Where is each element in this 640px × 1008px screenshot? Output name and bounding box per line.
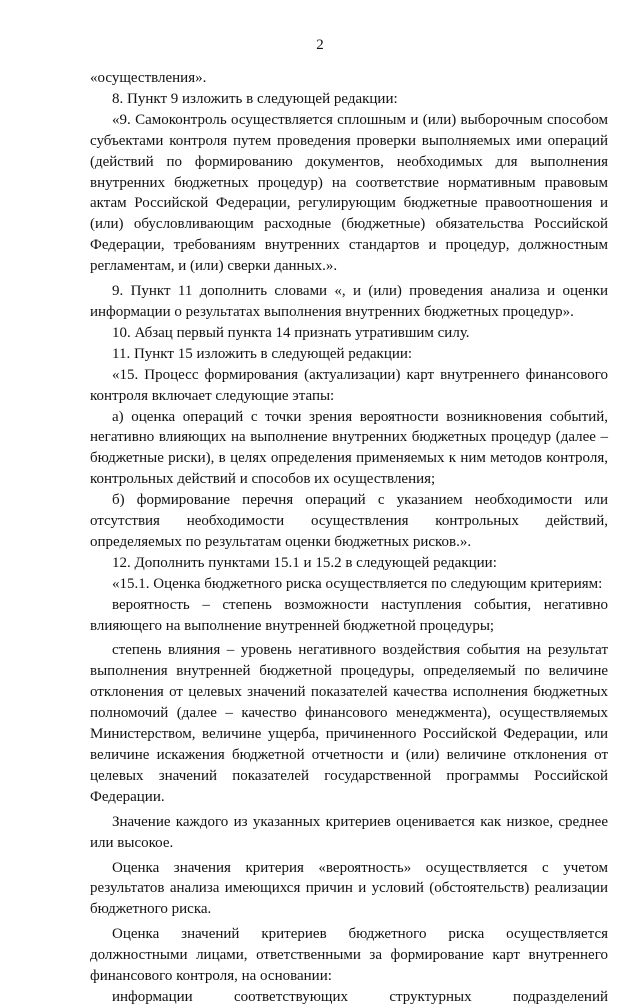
paragraph-item-8: 8. Пункт 9 изложить в следующей редакции: xyxy=(112,90,398,107)
page-number: 2 xyxy=(316,37,324,53)
paragraph-criteria-values: Значение каждого из указанных критериев оценивается как низкое, среднее или высокое. xyxy=(90,813,608,851)
paragraph-clause-15-1-text: «15.1. Оценка бюджетного риска осуществляется по следующим критериям: xyxy=(112,575,603,592)
paragraph-information-sources: информации соответствующих структурных подразделений xyxy=(112,988,608,1005)
paragraph-subitem-a: а) оценка операций с точки зрения вероятности возникновения событий, негативно влияющих на выполнение внутренних бюджетных процедур (далее – бюджетные риски), в целях определения применяемых к ним методов контроля, контрольных действий и способов их осуществления; xyxy=(90,408,608,488)
paragraph-clause-15-text: «15. Процесс формирования (актуализации) карт внутреннего финансового контроля включает следующие этапы: xyxy=(90,366,608,404)
paragraph-impact-definition: степень влияния – уровень негативного воздействия события на результат выполнения внутренней бюджетной процедуры, определяемый по величине отклонения от целевых значений показателей качества исполнения бюджетных полномочий (далее – качество финансового менеджмента), осуществляемых Министерством, величине ущерба, причиненного Российской Федерации, или величине искажения бюджетной отчетности и (или) величине отклонения от целевых значений показателей государственной программы Российской Федерации. xyxy=(90,642,608,805)
paragraph-item-10: 10. Абзац первый пункта 14 признать утратившим силу. xyxy=(112,324,470,341)
paragraph-continuation: «осуществления». xyxy=(90,70,207,86)
paragraph-item-11: 11. Пункт 15 изложить в следующей редакции: xyxy=(112,345,413,362)
document-body xyxy=(90,68,608,1008)
paragraph-item-9: 9. Пункт 11 дополнить словами «, и (или) проведения анализа и оценки информации о результатах выполнения внутренних бюджетных процедур». xyxy=(90,283,608,320)
paragraph-risk-assessment-basis: Оценка значений критериев бюджетного риска осуществляется должностными лицами, ответственными за формирование карт внутреннего финансового контроля, на основании: xyxy=(90,926,608,985)
paragraph-clause-9-text: «9. Самоконтроль осуществляется сплошным и (или) выборочным способом субъектами контроля путем проведения проверки выполняемых ими операций (действий по формированию документов, необходимых для выполнения внутренних бюджетных процедур) на соответствие нормативным правовым актам Российской Федерации, регулирующим бюджетные правоотношения и (или) обусловливающим расходные (бюджетные) обязательства Российской Федерации, требованиям внутренних стандартов и процедур, должностным регламентам, и (или) сверки данных.». xyxy=(90,111,608,275)
paragraph-subitem-b: б) формирование перечня операций с указанием необходимости или отсутствия необходимости осуществления контрольных действий, определяемых по результатам оценки бюджетных рисков.». xyxy=(90,492,608,550)
paragraph-probability-definition: вероятность – степень возможности наступления события, негативно влияющего на выполнение внутренней бюджетной процедуры; xyxy=(90,596,608,634)
paragraph-probability-assessment: Оценка значения критерия «вероятность» осуществляется с учетом результатов анализа имеющихся причин и условий (обстоятельств) реализации бюджетного риска. xyxy=(90,859,608,918)
paragraph-item-12: 12. Дополнить пунктами 15.1 и 15.2 в следующей редакции: xyxy=(112,554,497,571)
